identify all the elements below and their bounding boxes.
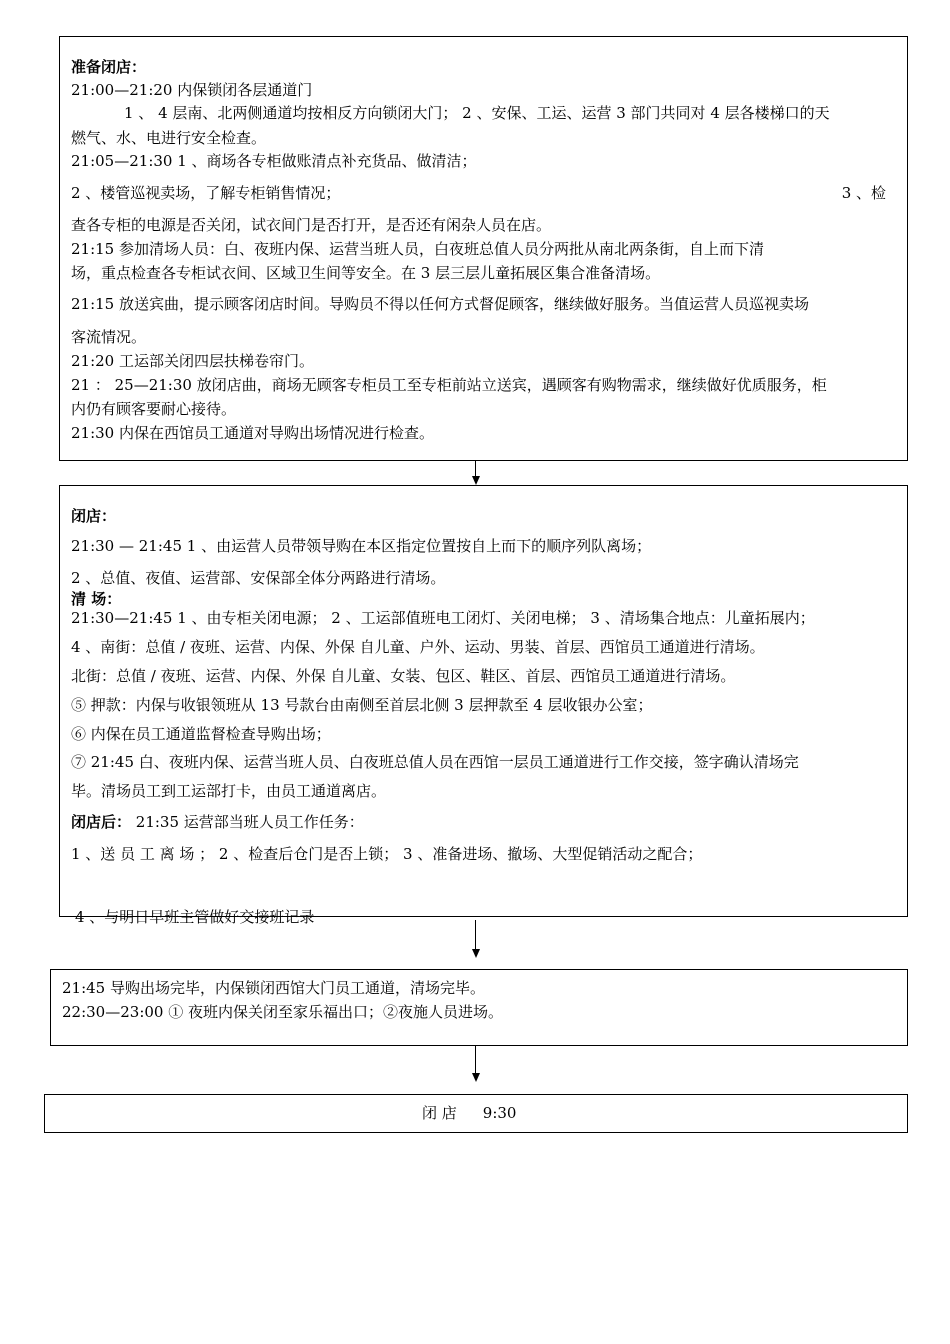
store-closed-label [422,1103,516,1123]
prepare-line-5b: 3 、检 [841,184,886,202]
closing-line-10: 1 、送 员 工 离 场 ； 2 、检查后仓门是否上锁； 3 、准备进场、撤场、大型促销活动之配合； [71,845,703,863]
prepare-line-8: 场，重点检查各专柜试衣间、区域卫生间等安全。在 3 层三层儿童拓展区集合准备清场。 [71,264,661,282]
prepare-line-2: 1 、 4 层南、北两侧通道均按相反方向锁闭大门； 2 、安保、工运、运营 3 部门共同对 4 层各楼梯口的天 [124,104,830,122]
prepare-line-10: 客流情况。 [71,328,147,346]
flow-arrowhead-1 [472,476,480,485]
closing-line-6: ⑤ 押款：内保与收银领班从 13 号款台由南侧至首层北侧 3 层押款至 4 层收银办公室； [71,696,653,714]
closing-heading: 闭店： [71,507,117,525]
after-closing-line [71,812,364,832]
after-closing-label: 闭店后： [71,813,132,831]
store-closed-time: 9:30 [482,1104,517,1122]
prepare-line-1: 21:00—21:20 内保锁闭各层通道门 [71,81,313,99]
after-closing-time: 21:35 运营部当班人员工作任务： [131,813,364,831]
closing-line-1: 21:30 — 21:45 1 、由运营人员带领导购在本区指定位置按自上而下的顺序列队离场； [71,537,652,555]
flow-arrowhead-3 [472,1073,480,1082]
clearance-heading: 清 场： [71,590,122,608]
flow-arrow-3 [475,1046,476,1074]
prepare-closing-heading: 准备闭店： [71,58,147,76]
prepare-line-5a: 2 、楼管巡视卖场，了解专柜销售情况； [71,184,341,202]
prepare-line-9: 21:15 放送宾曲，提示顾客闭店时间。导购员不得以任何方式督促顾客，继续做好服务。当值运营人员巡视卖场 [71,295,810,313]
closing-line-4: 4 、南街：总值 / 夜班、运营、内保、外保 自儿童、户外、运动、男装、首层、西馆员工通道进行清场。 [71,638,765,656]
prepare-line-4: 21:05—21:30 1 、商场各专柜做账清点补充货品、做清洁； [71,152,477,170]
prepare-line-13: 内仍有顾客要耐心接待。 [71,400,237,418]
prepare-line-7: 21:15 参加清场人员：白、夜班内保、运营当班人员，白夜班总值人员分两批从南北两条街，自上而下清 [71,240,765,258]
flow-arrow-1 [475,461,476,477]
prepare-line-11: 21:20 工运部关闭四层扶梯卷帘门。 [71,352,314,370]
closing-line-3: 21:30—21:45 1 、由专柜关闭电源； 2 、工运部值班电工闭灯、关闭电梯； 3 、清场集合地点：儿童拓展内； [71,609,815,627]
prepare-line-5 [71,183,886,203]
final-clear-line-2: 22:30—23:00 ① 夜班内保关闭至家乐福出口；②夜施人员进场。 [62,1003,503,1021]
closing-line-9: 毕。清场员工到工运部打卡，由员工通道离店。 [71,782,387,800]
closing-line-5: 北街：总值 / 夜班、运营、内保、外保 自儿童、女装、包区、鞋区、首层、西馆员工通道进行清场。 [71,667,736,685]
prepare-line-3: 燃气、水、电进行安全检查。 [71,129,267,147]
flow-arrow-2 [475,920,476,950]
prepare-line-14: 21:30 内保在西馆员工通道对导购出场情况进行检查。 [71,424,434,442]
store-closed-text: 闭 店 [422,1104,457,1122]
final-clear-line-1: 21:45 导购出场完毕，内保锁闭西馆大门员工通道，清场完毕。 [62,979,485,997]
closing-line-11: 4 、与明日早班主管做好交接班记录 [75,908,315,926]
prepare-line-12: 21 ： 25—21:30 放闭店曲，商场无顾客专柜员工至专柜前站立送宾，遇顾客有购物需求，继续做好优质服务，柜 [71,376,827,394]
flow-arrowhead-2 [472,949,480,958]
closing-line-7: ⑥ 内保在员工通道监督检查导购出场； [71,725,331,743]
prepare-line-6: 查各专柜的电源是否关闭，试衣间门是否打开，是否还有闲杂人员在店。 [71,216,552,234]
closing-line-2: 2 、总值、夜值、运营部、安保部全体分两路进行清场。 [71,569,446,587]
closing-line-8: ⑦ 21:45 白、夜班内保、运营当班人员、白夜班总值人员在西馆一层员工通道进行工作交接，签字确认清场完 [71,753,799,771]
